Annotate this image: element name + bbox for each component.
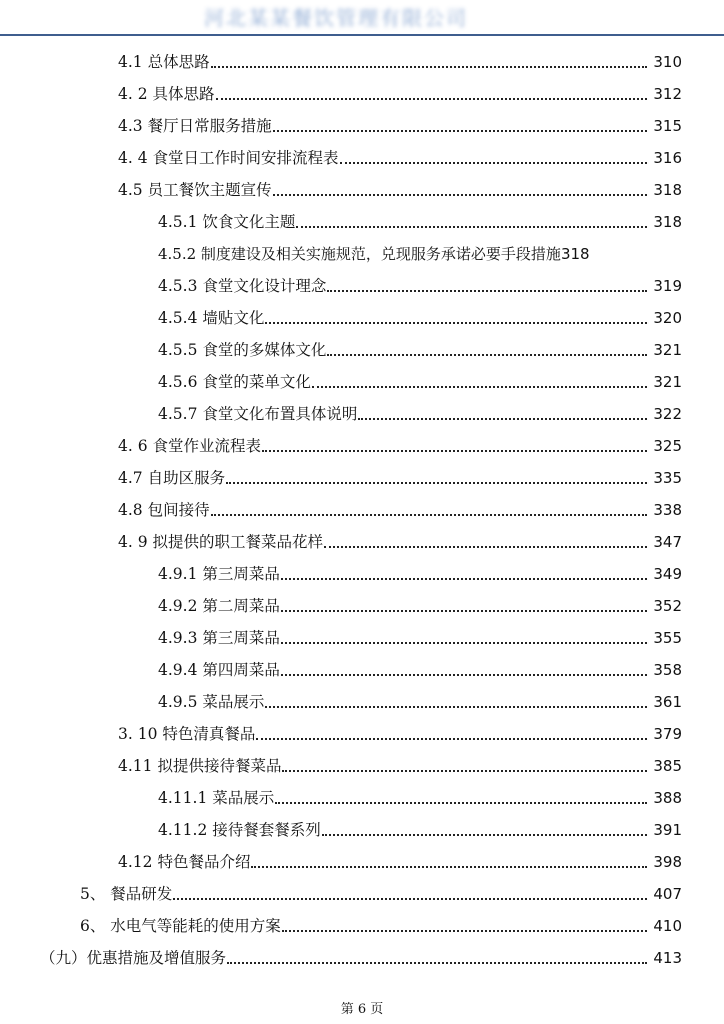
toc-entry-page: 388 bbox=[653, 789, 682, 807]
toc-entry-page: 321 bbox=[653, 341, 682, 359]
toc-leader-dots bbox=[281, 626, 647, 644]
toc-leader-dots bbox=[256, 722, 647, 740]
toc-entry-title: （九）优惠措施及增值服务 bbox=[40, 949, 227, 967]
toc-entry-title: 4.11.1 菜品展示 bbox=[158, 789, 275, 807]
toc-entry-page: 338 bbox=[653, 501, 682, 519]
toc-leader-dots bbox=[273, 178, 647, 196]
toc-entry-page: 361 bbox=[653, 693, 682, 711]
toc-entry-title: 4.5.2 制度建设及相关实施规范，兑现服务承诺必要手段措施 bbox=[158, 245, 561, 263]
toc-leader-dots bbox=[327, 338, 647, 356]
toc-leader-dots bbox=[273, 114, 647, 132]
toc-entry[interactable] bbox=[118, 458, 682, 490]
toc-entry-title: 4.9.2 第二周菜品 bbox=[158, 597, 280, 615]
toc-entry-page: 322 bbox=[653, 405, 682, 423]
toc-leader-dots bbox=[322, 818, 647, 836]
toc-entry[interactable] bbox=[118, 714, 682, 746]
page-number: 第 6 页 bbox=[340, 1002, 384, 1017]
toc-leader-dots bbox=[227, 946, 647, 964]
toc-entry[interactable] bbox=[40, 938, 682, 970]
toc-entry-page: 349 bbox=[653, 565, 682, 583]
toc-entry[interactable] bbox=[80, 906, 682, 938]
toc-entry-page: 310 bbox=[653, 53, 682, 71]
toc-leader-dots bbox=[226, 466, 647, 484]
toc-entry[interactable] bbox=[118, 842, 682, 874]
toc-entry[interactable] bbox=[158, 618, 682, 650]
toc-entry-page: 318 bbox=[653, 181, 682, 199]
toc-entry-page: 316 bbox=[653, 149, 682, 167]
toc-leader-dots bbox=[340, 146, 647, 164]
toc-leader-dots bbox=[312, 370, 647, 388]
toc-entry-title: 4. 6 食堂作业流程表 bbox=[118, 437, 262, 455]
toc-entry[interactable] bbox=[158, 586, 682, 618]
toc-entry[interactable] bbox=[158, 682, 682, 714]
toc-leader-dots bbox=[281, 562, 647, 580]
toc-entry-page: 407 bbox=[653, 885, 682, 903]
toc-entry-title: 4.1 总体思路 bbox=[118, 53, 210, 71]
toc-entry-title: 4.5.1 饮食文化主题 bbox=[158, 213, 296, 231]
toc-entry[interactable] bbox=[158, 266, 682, 298]
toc-entry-title: 4. 4 食堂日工作时间安排流程表 bbox=[118, 149, 339, 167]
toc-leader-dots bbox=[173, 882, 647, 900]
toc-entry-page: 398 bbox=[653, 853, 682, 871]
toc-leader-dots bbox=[216, 82, 647, 100]
toc-entry[interactable] bbox=[80, 874, 682, 906]
toc-entry-title: 3. 10 特色清真餐品 bbox=[118, 725, 256, 743]
toc-entry[interactable] bbox=[158, 810, 682, 842]
toc-entry-title: 5、 餐品研发 bbox=[80, 885, 173, 903]
toc-entry-title: 4.9.3 第三周菜品 bbox=[158, 629, 280, 647]
toc-entry-page: 410 bbox=[653, 917, 682, 935]
toc-entry[interactable] bbox=[118, 170, 682, 202]
toc-entry[interactable] bbox=[158, 554, 682, 586]
toc-entry[interactable] bbox=[158, 330, 682, 362]
toc-entry-title: 4.8 包间接待 bbox=[118, 501, 210, 519]
header-divider bbox=[0, 34, 724, 36]
toc-entry-page: 320 bbox=[653, 309, 682, 327]
toc-leader-dots bbox=[265, 690, 647, 708]
toc-leader-dots bbox=[265, 306, 647, 324]
toc-entry-title: 4.9.4 第四周菜品 bbox=[158, 661, 280, 679]
toc-leader-dots bbox=[262, 434, 647, 452]
toc-leader-dots bbox=[275, 786, 647, 804]
toc-leader-dots bbox=[327, 274, 647, 292]
page-header bbox=[0, 0, 724, 36]
toc-leader-dots bbox=[324, 530, 647, 548]
toc-entry[interactable] bbox=[158, 362, 682, 394]
toc-entry-title: 4.5.7 食堂文化布置具体说明 bbox=[158, 405, 358, 423]
toc-leader-dots bbox=[358, 402, 647, 420]
toc-entry[interactable] bbox=[118, 74, 682, 106]
toc-entry-page: 385 bbox=[653, 757, 682, 775]
toc-entry-title: 4.3 餐厅日常服务措施 bbox=[118, 117, 272, 135]
toc-entry-page: 352 bbox=[653, 597, 682, 615]
toc-leader-dots bbox=[281, 658, 647, 676]
toc-leader-dots bbox=[281, 594, 647, 612]
toc-entry[interactable] bbox=[158, 298, 682, 330]
toc-entry[interactable] bbox=[118, 138, 682, 170]
toc-leader-dots bbox=[282, 914, 647, 932]
toc-entry-page: 347 bbox=[653, 533, 682, 551]
toc-entry-page: 391 bbox=[653, 821, 682, 839]
toc-entry-title: 4.11 拟提供接待餐菜品 bbox=[118, 757, 282, 775]
toc-entry-page: 318 bbox=[560, 245, 590, 263]
toc-entry-title: 4.7 自助区服务 bbox=[118, 469, 226, 487]
toc-entry-page: 321 bbox=[653, 373, 682, 391]
toc-entry-title: 4.5 员工餐饮主题宣传 bbox=[118, 181, 272, 199]
header-company-name: 河北某某餐饮管理有限公司 bbox=[204, 6, 468, 30]
toc-entry[interactable] bbox=[118, 106, 682, 138]
toc-entry[interactable] bbox=[158, 778, 682, 810]
toc-entry-page: 413 bbox=[653, 949, 682, 967]
toc-entry[interactable] bbox=[158, 234, 682, 266]
toc-leader-dots bbox=[211, 50, 647, 68]
toc-entry[interactable] bbox=[118, 490, 682, 522]
toc-leader-dots bbox=[251, 850, 647, 868]
toc-entry[interactable] bbox=[118, 42, 682, 74]
toc-leader-dots bbox=[296, 210, 647, 228]
toc-entry-page: 335 bbox=[653, 469, 682, 487]
toc-entry-page: 319 bbox=[653, 277, 682, 295]
toc-entry-title: 4.5.6 食堂的菜单文化 bbox=[158, 373, 311, 391]
toc-entry-page: 312 bbox=[653, 85, 682, 103]
toc-entry-title: 4.5.3 食堂文化设计理念 bbox=[158, 277, 327, 295]
toc-entry-title: 6、 水电气等能耗的使用方案 bbox=[80, 917, 281, 935]
toc-entry-page: 379 bbox=[653, 725, 682, 743]
toc-entry-page: 315 bbox=[653, 117, 682, 135]
toc-entry-title: 4.9.1 第三周菜品 bbox=[158, 565, 280, 583]
toc-entry-title: 4.12 特色餐品介绍 bbox=[118, 853, 251, 871]
toc-entry[interactable] bbox=[118, 746, 682, 778]
page-footer bbox=[0, 1000, 724, 1020]
toc-entry[interactable] bbox=[158, 394, 682, 426]
toc-entry-title: 4.9.5 菜品展示 bbox=[158, 693, 265, 711]
toc-entry-title: 4.5.5 食堂的多媒体文化 bbox=[158, 341, 327, 359]
toc-entry[interactable] bbox=[158, 650, 682, 682]
toc-entry[interactable] bbox=[118, 426, 682, 458]
toc-entry-title: 4.5.4 墙贴文化 bbox=[158, 309, 265, 327]
toc-entry-page: 325 bbox=[653, 437, 682, 455]
toc-entry-title: 4. 9 拟提供的职工餐菜品花样 bbox=[118, 533, 324, 551]
toc-entry-title: 4.11.2 接待餐套餐系列 bbox=[158, 821, 321, 839]
toc-entry-page: 358 bbox=[653, 661, 682, 679]
toc-entry[interactable] bbox=[158, 202, 682, 234]
toc-leader-dots bbox=[282, 754, 647, 772]
toc-entry-title: 4. 2 具体思路 bbox=[118, 85, 215, 103]
toc-entry-page: 355 bbox=[653, 629, 682, 647]
toc-entry-page: 318 bbox=[653, 213, 682, 231]
toc-entry[interactable] bbox=[118, 522, 682, 554]
toc-leader-dots bbox=[211, 498, 647, 516]
